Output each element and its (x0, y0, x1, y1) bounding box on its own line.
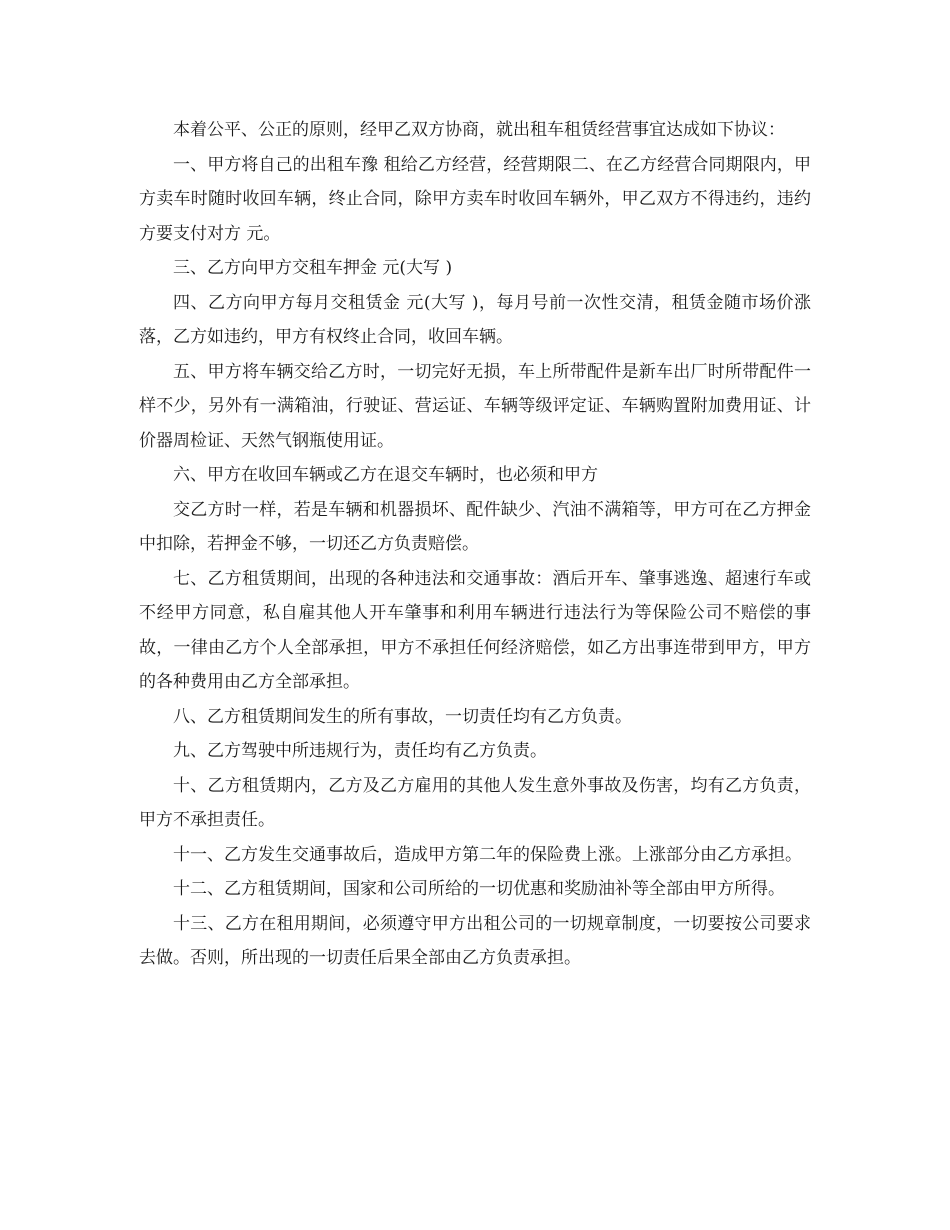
paragraph-clause-8: 八、乙方租赁期间发生的所有事故，一切责任均有乙方负责。 (173, 706, 632, 727)
paragraph-preamble: 本着公平、公正的原则，经甲乙双方协商，就出租车租赁经营事宜达成如下协议： (173, 120, 785, 140)
paragraph-clause-6-cont: 交乙方时一样，若是车辆和机器损坏、配件缺少、汽油不满箱等，甲方可在乙方押金中扣除，若押金不够，一切还乙方负责赔偿。 (139, 499, 811, 554)
paragraph-clause-6: 六、甲方在收回车辆或乙方在退交车辆时，也必须和甲方 (173, 465, 598, 485)
paragraph-clause-4: 四、乙方向甲方每月交租赁金 元(大写 )，每月号前一次性交清，租赁金随市场价涨落，乙方如违约，甲方有权终止合同，收回车辆。 (139, 292, 811, 347)
paragraph-clause-13: 十三、乙方在租用期间，必须遵守甲方出租公司的一切规章制度，一切要按公司要求去做。否则，所出现的一切责任后果全部由乙方负责承担。 (139, 913, 811, 968)
paragraph-clause-10: 十、乙方租赁期内，乙方及乙方雇用的其他人发生意外事故及伤害，均有乙方负责，甲方不承担责任。 (139, 775, 811, 830)
paragraph-clause-12: 十二、乙方租赁期间，国家和公司所给的一切优惠和奖励油补等全部由甲方所得。 (173, 879, 785, 899)
document-body (139, 113, 811, 976)
paragraph-clause-3: 三、乙方向甲方交租车押金 元(大写 ) (173, 258, 453, 278)
paragraph-clause-1-2: 一、甲方将自己的出租车豫 租给乙方经营，经营期限二、在乙方经营合同期限内，甲方卖车时随时收回车辆，终止合同，除甲方卖车时收回车辆外，甲乙双方不得违约，违约方要支付对方 元。 (139, 154, 811, 244)
paragraph-clause-9: 九、乙方驾驶中所违规行为，责任均有乙方负责。 (173, 741, 547, 761)
paragraph-clause-5: 五、甲方将车辆交给乙方时，一切完好无损，车上所带配件是新车出厂时所带配件一样不少，另外有一满箱油，行驶证、营运证、车辆等级评定证、车辆购置附加费用证、计价器周检证、天然气钢瓶使用证。 (139, 361, 811, 451)
paragraph-clause-11: 十一、乙方发生交通事故后，造成甲方第二年的保险费上涨。上涨部分由乙方承担。 (173, 844, 802, 865)
paragraph-clause-7: 七、乙方租赁期间，出现的各种违法和交通事故：酒后开车、肇事逃逸、超速行车或不经甲方同意，私自雇其他人开车肇事和利用车辆进行违法行为等保险公司不赔偿的事故，一律由乙方个人全部承担，甲方不承担任何经济赔偿，如乙方出事连带到甲方，甲方的各种费用由乙方全部承担。 (139, 568, 811, 692)
